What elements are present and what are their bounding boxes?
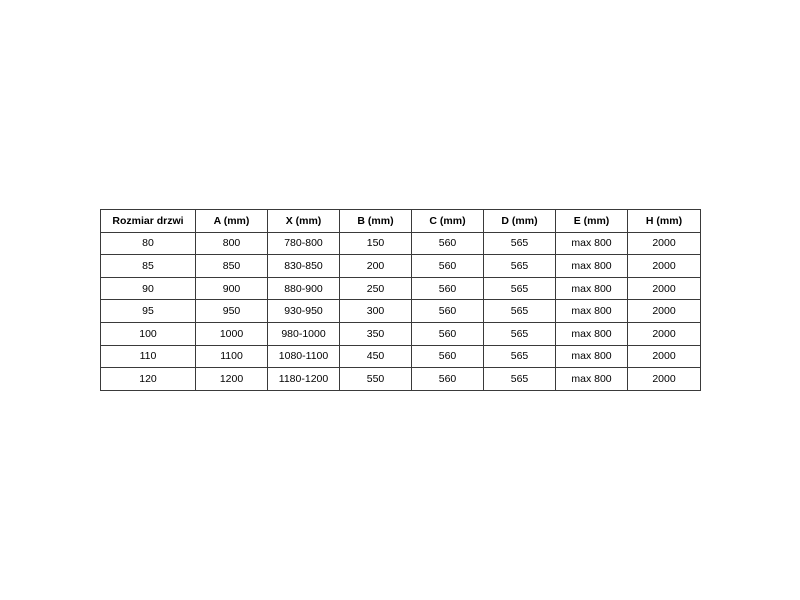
header-row xyxy=(101,210,701,233)
table-cell: 550 xyxy=(340,368,412,391)
table-cell: 95 xyxy=(101,300,196,323)
header-a: A (mm) xyxy=(196,210,268,233)
table-cell: 110 xyxy=(101,345,196,368)
table-cell: max 800 xyxy=(556,300,628,323)
table-cell: max 800 xyxy=(556,345,628,368)
table-cell: 2000 xyxy=(628,368,701,391)
table-row xyxy=(101,300,701,323)
table-cell: 2000 xyxy=(628,255,701,278)
table-cell: 2000 xyxy=(628,322,701,345)
table-cell: 300 xyxy=(340,300,412,323)
table-cell: 2000 xyxy=(628,277,701,300)
table-cell: 560 xyxy=(412,322,484,345)
table-cell: max 800 xyxy=(556,255,628,278)
table-cell: 250 xyxy=(340,277,412,300)
table-cell: 1000 xyxy=(196,322,268,345)
dimensions-table xyxy=(100,209,701,391)
table-cell: 560 xyxy=(412,277,484,300)
table-cell: 560 xyxy=(412,300,484,323)
header-h: H (mm) xyxy=(628,210,701,233)
table-cell: 930-950 xyxy=(268,300,340,323)
table-cell: 800 xyxy=(196,232,268,255)
table-cell: 200 xyxy=(340,255,412,278)
header-x: X (mm) xyxy=(268,210,340,233)
table-cell: 980-1000 xyxy=(268,322,340,345)
table-cell: max 800 xyxy=(556,368,628,391)
table-cell: 565 xyxy=(484,277,556,300)
header-c: C (mm) xyxy=(412,210,484,233)
table-cell: max 800 xyxy=(556,277,628,300)
table-cell: 565 xyxy=(484,300,556,323)
table-cell: 900 xyxy=(196,277,268,300)
table-cell: 2000 xyxy=(628,300,701,323)
table-cell: 830-850 xyxy=(268,255,340,278)
table-cell: 100 xyxy=(101,322,196,345)
table-cell: 1200 xyxy=(196,368,268,391)
table-cell: 565 xyxy=(484,322,556,345)
table-row xyxy=(101,368,701,391)
header-door-size: Rozmiar drzwi xyxy=(101,210,196,233)
header-b: B (mm) xyxy=(340,210,412,233)
table-cell: 450 xyxy=(340,345,412,368)
table-row xyxy=(101,255,701,278)
table-cell: 565 xyxy=(484,232,556,255)
table-cell: 565 xyxy=(484,255,556,278)
header-d: D (mm) xyxy=(484,210,556,233)
header-e: E (mm) xyxy=(556,210,628,233)
table-row xyxy=(101,232,701,255)
table-cell: 1100 xyxy=(196,345,268,368)
table-cell: 565 xyxy=(484,368,556,391)
table-cell: 560 xyxy=(412,255,484,278)
table-cell: 560 xyxy=(412,368,484,391)
table-cell: 560 xyxy=(412,345,484,368)
table-cell: max 800 xyxy=(556,232,628,255)
table-cell: 850 xyxy=(196,255,268,278)
table-cell: max 800 xyxy=(556,322,628,345)
table-cell: 150 xyxy=(340,232,412,255)
table-row xyxy=(101,322,701,345)
table-cell: 85 xyxy=(101,255,196,278)
table-row xyxy=(101,277,701,300)
table-cell: 120 xyxy=(101,368,196,391)
table-cell: 880-900 xyxy=(268,277,340,300)
table-cell: 350 xyxy=(340,322,412,345)
table-cell: 80 xyxy=(101,232,196,255)
table-cell: 565 xyxy=(484,345,556,368)
table-cell: 560 xyxy=(412,232,484,255)
table-cell: 1080-1100 xyxy=(268,345,340,368)
table-cell: 90 xyxy=(101,277,196,300)
table-cell: 780-800 xyxy=(268,232,340,255)
table-row xyxy=(101,345,701,368)
table-cell: 950 xyxy=(196,300,268,323)
table-cell: 2000 xyxy=(628,345,701,368)
table-cell: 1180-1200 xyxy=(268,368,340,391)
table-cell: 2000 xyxy=(628,232,701,255)
